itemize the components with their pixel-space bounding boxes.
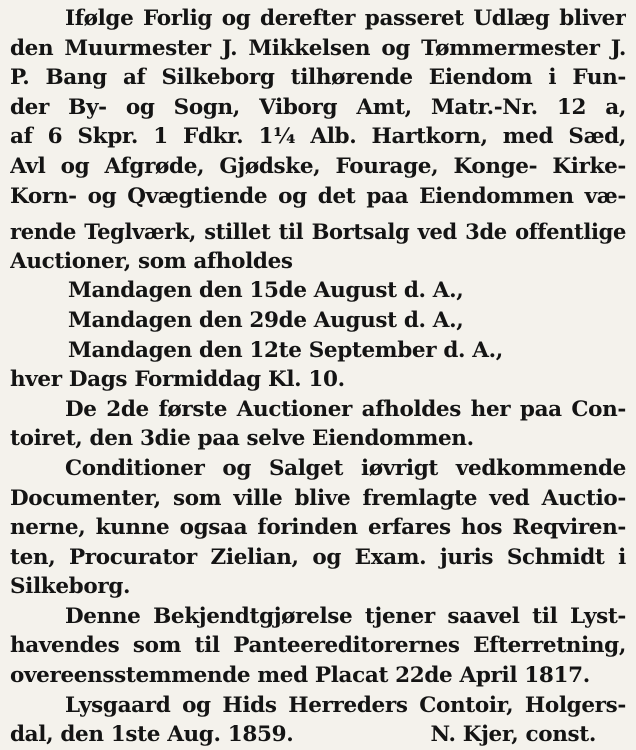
text-line: P. Bang af Silkeborg tilhørende Eiendom i Fun-	[10, 65, 626, 91]
text-line: af 6 Skpr. 1 Fdkr. 1¼ Alb. Hartkorn, med Sæd,	[10, 124, 626, 150]
text-line: overeensstemmende med Placat 22de April 1817.	[10, 663, 590, 689]
text-line: havendes som til Panteereditorernes Efterretning,	[10, 633, 626, 659]
text-line: Ifølge Forlig og derefter passeret Udlæg bliver	[65, 6, 626, 31]
text-line: toiret, den 3die paa selve Eiendommen.	[10, 426, 474, 452]
text-line: hver Dags Formiddag Kl. 10.	[10, 367, 345, 393]
text-line: Conditioner og Salget iøvrigt vedkommende	[65, 455, 626, 481]
signature: N. Kjer, const.	[430, 722, 596, 748]
text-line: Silkeborg.	[10, 574, 131, 600]
text-line: Avl og Afgrøde, Gjødske, Fourage, Konge- Kirke-	[10, 153, 626, 179]
text-line: der By- og Sogn, Viborg Amt, Matr.-Nr. 12 a,	[10, 94, 626, 120]
auction-date-line: Mandagen den 29de August d. A.,	[68, 307, 464, 333]
text-line: nerne, kunne ogsaa forinden erfares hos Reqviren-	[10, 515, 626, 541]
auction-date-line: Mandagen den 15de August d. A.,	[68, 278, 464, 304]
text-line: De 2de første Auctioner afholdes her paa Con-	[65, 396, 626, 422]
text-line: Lysgaard og Hids Herreders Contoir, Holgers-	[65, 692, 626, 718]
text-line: den Muurmester J. Mikkelsen og Tømmermester J.	[10, 35, 626, 61]
text-line: Korn- og Qvægtiende og det paa Eiendommen væ-	[10, 183, 626, 209]
text-line: rende Teglværk, stillet til Bortsalg ved 3de offentlige	[10, 219, 626, 245]
text-line: ten, Procurator Zielian, og Exam. juris Schmidt i	[10, 544, 626, 570]
closing-line	[10, 720, 626, 750]
text-line: Auctioner, som afholdes	[10, 248, 293, 274]
place-and-date: dal, den 1ste Aug. 1859.	[10, 722, 294, 748]
auction-date-line: Mandagen den 12te September d. A.,	[68, 337, 503, 363]
text-line: Denne Bekjendtgjørelse tjener saavel til Lyst-	[65, 603, 626, 629]
text-line: Documenter, som ville blive fremlagte ved Auctio-	[10, 485, 626, 511]
